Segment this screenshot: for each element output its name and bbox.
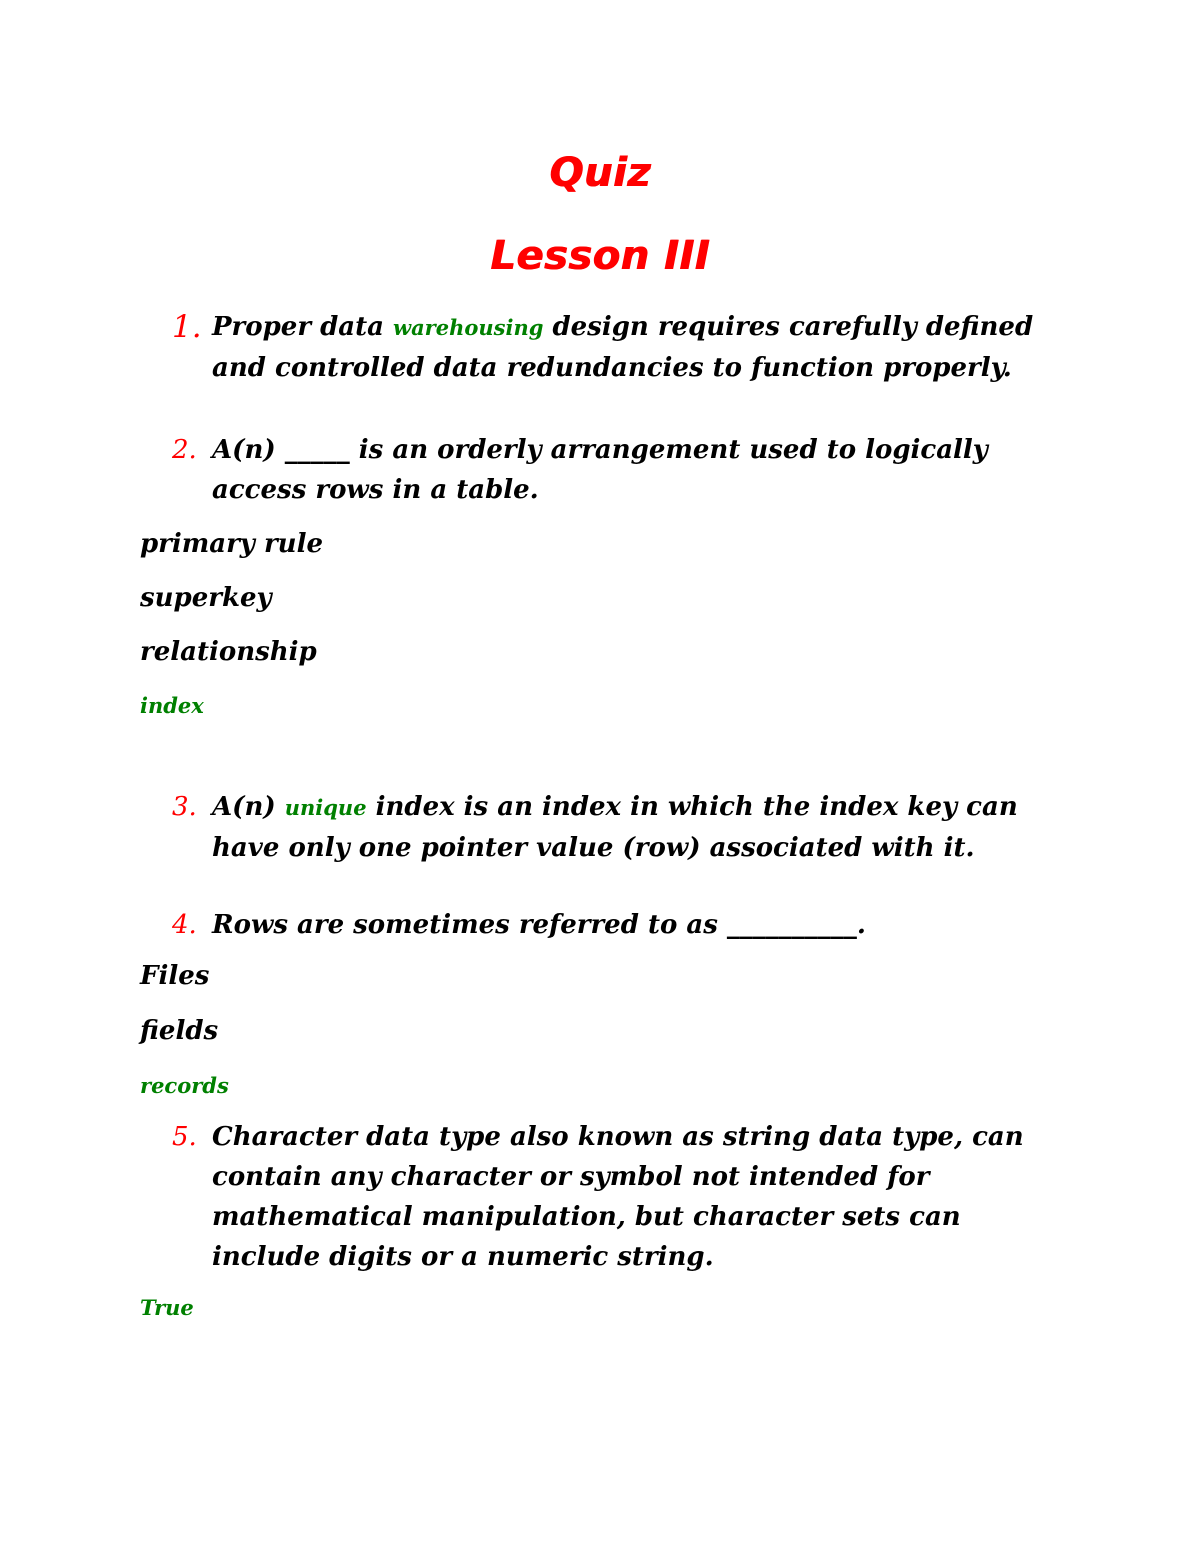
question-2-answer: index [140,693,204,718]
question-2 [172,430,1052,510]
question-1-fill-answer: warehousing [393,315,544,340]
question-4-option-1: Files [140,961,210,991]
question-3-before: A(n) [212,792,285,822]
question-2-option-2: superkey [140,583,272,613]
question-2-number: 2. [172,435,197,465]
question-1-number: 1. [172,309,202,345]
question-5-number: 5. [172,1122,197,1152]
lesson-title: Lesson III [490,233,710,279]
quiz-title: Quiz [549,150,651,196]
question-4-text: Rows are sometimes referred to as __________. [212,910,866,940]
question-1 [172,307,1052,388]
question-3-number: 3. [172,792,197,822]
question-1-text [212,307,1052,388]
question-5-text: Character data type also known as string data type, can contain any character or symbol not intended for mathematical manipulation, but character sets can include digits or a numeric string. [212,1122,1024,1272]
question-3-after: index is an index in which the index key can have only one pointer value (row) associated with it. [212,792,1018,863]
question-4-answer: records [140,1073,229,1098]
question-4 [172,905,1052,945]
question-4-option-2: fields [140,1016,219,1046]
question-1-before: Proper data [212,312,393,342]
question-5 [172,1117,1052,1277]
question-3-fill-answer: unique [284,795,367,820]
question-4-number: 4. [172,910,197,940]
question-3 [172,787,1052,868]
question-2-option-3: relationship [140,637,317,667]
question-5-answer: True [140,1295,194,1320]
question-2-option-1: primary rule [140,529,323,559]
question-1-after: design requires carefully defined and controlled data redundancies to function properly. [212,312,1034,383]
question-2-text: A(n) _____ is an orderly arrangement used to logically access rows in a table. [212,435,988,505]
question-3-text [212,787,1052,868]
